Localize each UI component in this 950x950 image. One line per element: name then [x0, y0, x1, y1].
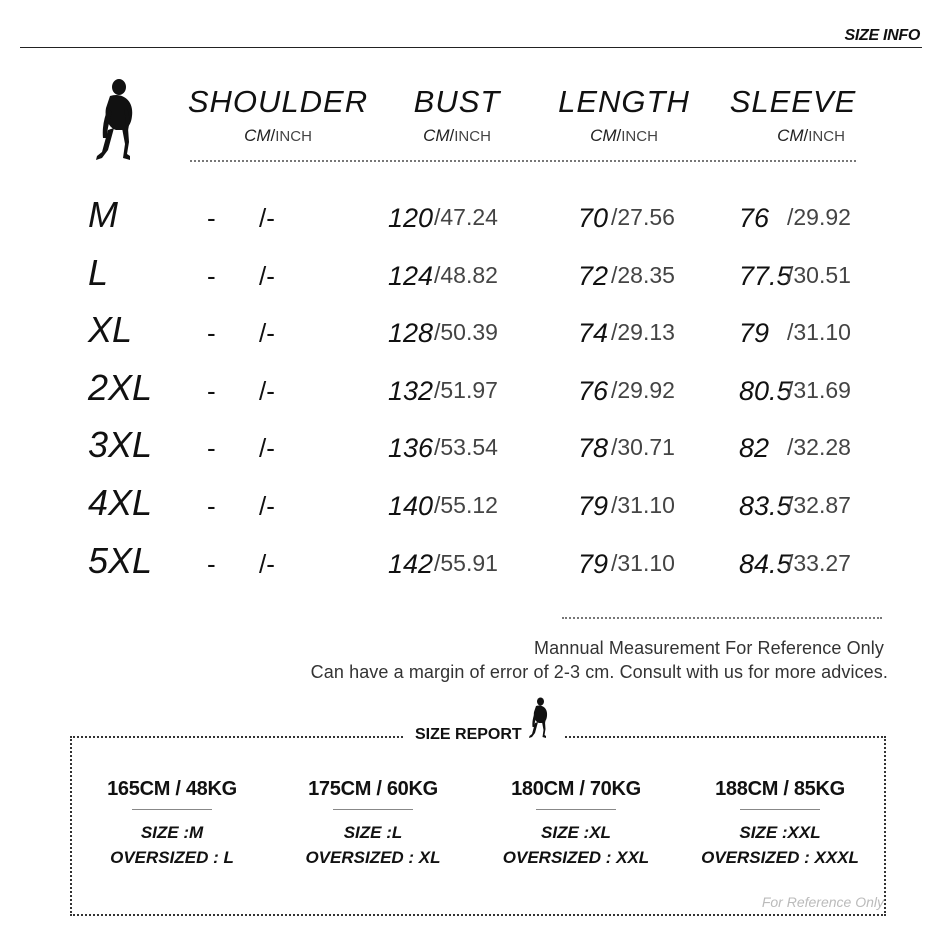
- shoulder-inch: /-: [259, 433, 275, 463]
- sleeve-cm: 82: [739, 433, 770, 463]
- bust-inch: /55.91: [434, 550, 498, 576]
- sleeve-inch: /32.87: [787, 492, 851, 518]
- length-cm: 70: [578, 203, 609, 233]
- bust-inch: /47.24: [434, 204, 498, 230]
- col-unit-shoulder: CM/INCH: [244, 126, 312, 145]
- shoulder-inch: /-: [259, 376, 275, 406]
- length-cm: 72: [578, 261, 609, 291]
- length-inch: /28.35: [611, 262, 675, 288]
- shoulder-inch: /-: [259, 261, 275, 291]
- bust-inch: /53.54: [434, 434, 498, 460]
- col-header-bust: BUST: [413, 84, 501, 119]
- body-measurement: 188CM / 85KG: [715, 778, 845, 800]
- bust-cm: 142: [388, 549, 434, 579]
- sleeve-cm: 84.5: [739, 549, 792, 579]
- margin-note: Can have a margin of error of 2-3 cm. Consult with us for more advices.: [310, 662, 888, 682]
- recommended-size: SIZE :M: [140, 823, 204, 842]
- measurement-note: Mannual Measurement For Reference Only: [534, 638, 884, 658]
- length-cm: 74: [578, 318, 609, 348]
- recommended-size: SIZE :XXL: [739, 823, 821, 842]
- item-divider: [132, 809, 212, 810]
- sleeve-cm: 80.5: [739, 376, 792, 406]
- length-inch: /31.10: [611, 550, 675, 576]
- size-label-2xl: 2XL: [88, 367, 153, 408]
- item-divider: [333, 809, 413, 810]
- sleeve-cm: 79: [739, 318, 770, 348]
- shoulder-cm: -: [207, 491, 216, 521]
- shoulder-cm: -: [207, 376, 216, 406]
- shoulder-cm: -: [207, 203, 216, 233]
- size-info-title: SIZE INFO: [844, 27, 920, 44]
- human-figure-small-icon: [527, 694, 551, 742]
- size-label-5xl: 5XL: [88, 540, 153, 581]
- size-report-item: [273, 778, 473, 870]
- col-header-sleeve: SLEEVE: [729, 84, 857, 119]
- length-cm: 79: [578, 491, 609, 521]
- oversized-size: OVERSIZED : L: [110, 848, 234, 867]
- body-measurement: 175CM / 60KG: [308, 778, 438, 800]
- size-label-m: M: [88, 194, 118, 235]
- header-dotted-rule: [190, 160, 856, 162]
- col-unit-length: CM/INCH: [590, 126, 658, 145]
- oversized-size: OVERSIZED : XL: [305, 848, 441, 867]
- length-inch: /31.10: [611, 492, 675, 518]
- sleeve-inch: /30.51: [787, 262, 851, 288]
- human-figure-icon: [92, 78, 140, 162]
- recommended-size: SIZE :L: [343, 823, 403, 842]
- shoulder-inch: /-: [259, 203, 275, 233]
- length-cm: 78: [578, 433, 609, 463]
- length-cm: 79: [578, 549, 609, 579]
- sleeve-inch: /29.92: [787, 204, 851, 230]
- col-unit-bust: CM/INCH: [423, 126, 491, 145]
- size-report-item: [680, 778, 880, 870]
- item-divider: [536, 809, 616, 810]
- oversized-size: OVERSIZED : XXL: [502, 848, 650, 867]
- shoulder-cm: -: [207, 261, 216, 291]
- length-cm: 76: [578, 376, 609, 406]
- sleeve-inch: /32.28: [787, 434, 851, 460]
- shoulder-inch: /-: [259, 318, 275, 348]
- oversized-size: OVERSIZED : XXXL: [701, 848, 859, 867]
- size-label-l: L: [88, 252, 109, 293]
- footer-dotted-rule: [562, 617, 882, 619]
- shoulder-cm: -: [207, 318, 216, 348]
- header-divider: [20, 47, 922, 48]
- bust-cm: 140: [388, 491, 434, 521]
- col-header-length: LENGTH: [558, 84, 690, 119]
- recommended-size: SIZE :XL: [541, 823, 611, 842]
- shoulder-inch: /-: [259, 491, 275, 521]
- sleeve-inch: /31.69: [787, 377, 851, 403]
- bust-inch: /51.97: [434, 377, 498, 403]
- length-inch: /27.56: [611, 204, 675, 230]
- sleeve-inch: /33.27: [787, 550, 851, 576]
- sleeve-cm: 77.5: [739, 261, 792, 291]
- sleeve-cm: 83.5: [739, 491, 792, 521]
- sleeve-cm: 76: [739, 203, 770, 233]
- size-label-xl: XL: [88, 309, 133, 350]
- body-measurement: 180CM / 70KG: [511, 778, 641, 800]
- sleeve-inch: /31.10: [787, 319, 851, 345]
- bust-inch: /48.82: [434, 262, 498, 288]
- bust-cm: 136: [388, 433, 434, 463]
- item-divider: [740, 809, 820, 810]
- bust-cm: 132: [388, 376, 434, 406]
- bust-cm: 120: [388, 203, 434, 233]
- bust-inch: /50.39: [434, 319, 498, 345]
- length-inch: /29.13: [611, 319, 675, 345]
- body-measurement: 165CM / 48KG: [107, 778, 237, 800]
- size-report-item: [476, 778, 676, 870]
- size-report-title: SIZE REPORT: [415, 726, 522, 743]
- length-inch: /29.92: [611, 377, 675, 403]
- col-header-shoulder: SHOULDER: [187, 84, 369, 119]
- bust-cm: 128: [388, 318, 434, 348]
- shoulder-inch: /-: [259, 549, 275, 579]
- size-label-3xl: 3XL: [88, 424, 153, 465]
- size-label-4xl: 4XL: [88, 482, 153, 523]
- reference-footnote: For Reference Only: [761, 894, 884, 910]
- shoulder-cm: -: [207, 433, 216, 463]
- length-inch: /30.71: [611, 434, 675, 460]
- shoulder-cm: -: [207, 549, 216, 579]
- col-unit-sleeve: CM/INCH: [777, 126, 845, 145]
- bust-inch: /55.12: [434, 492, 498, 518]
- bust-cm: 124: [388, 261, 434, 291]
- size-report-item: [72, 778, 272, 870]
